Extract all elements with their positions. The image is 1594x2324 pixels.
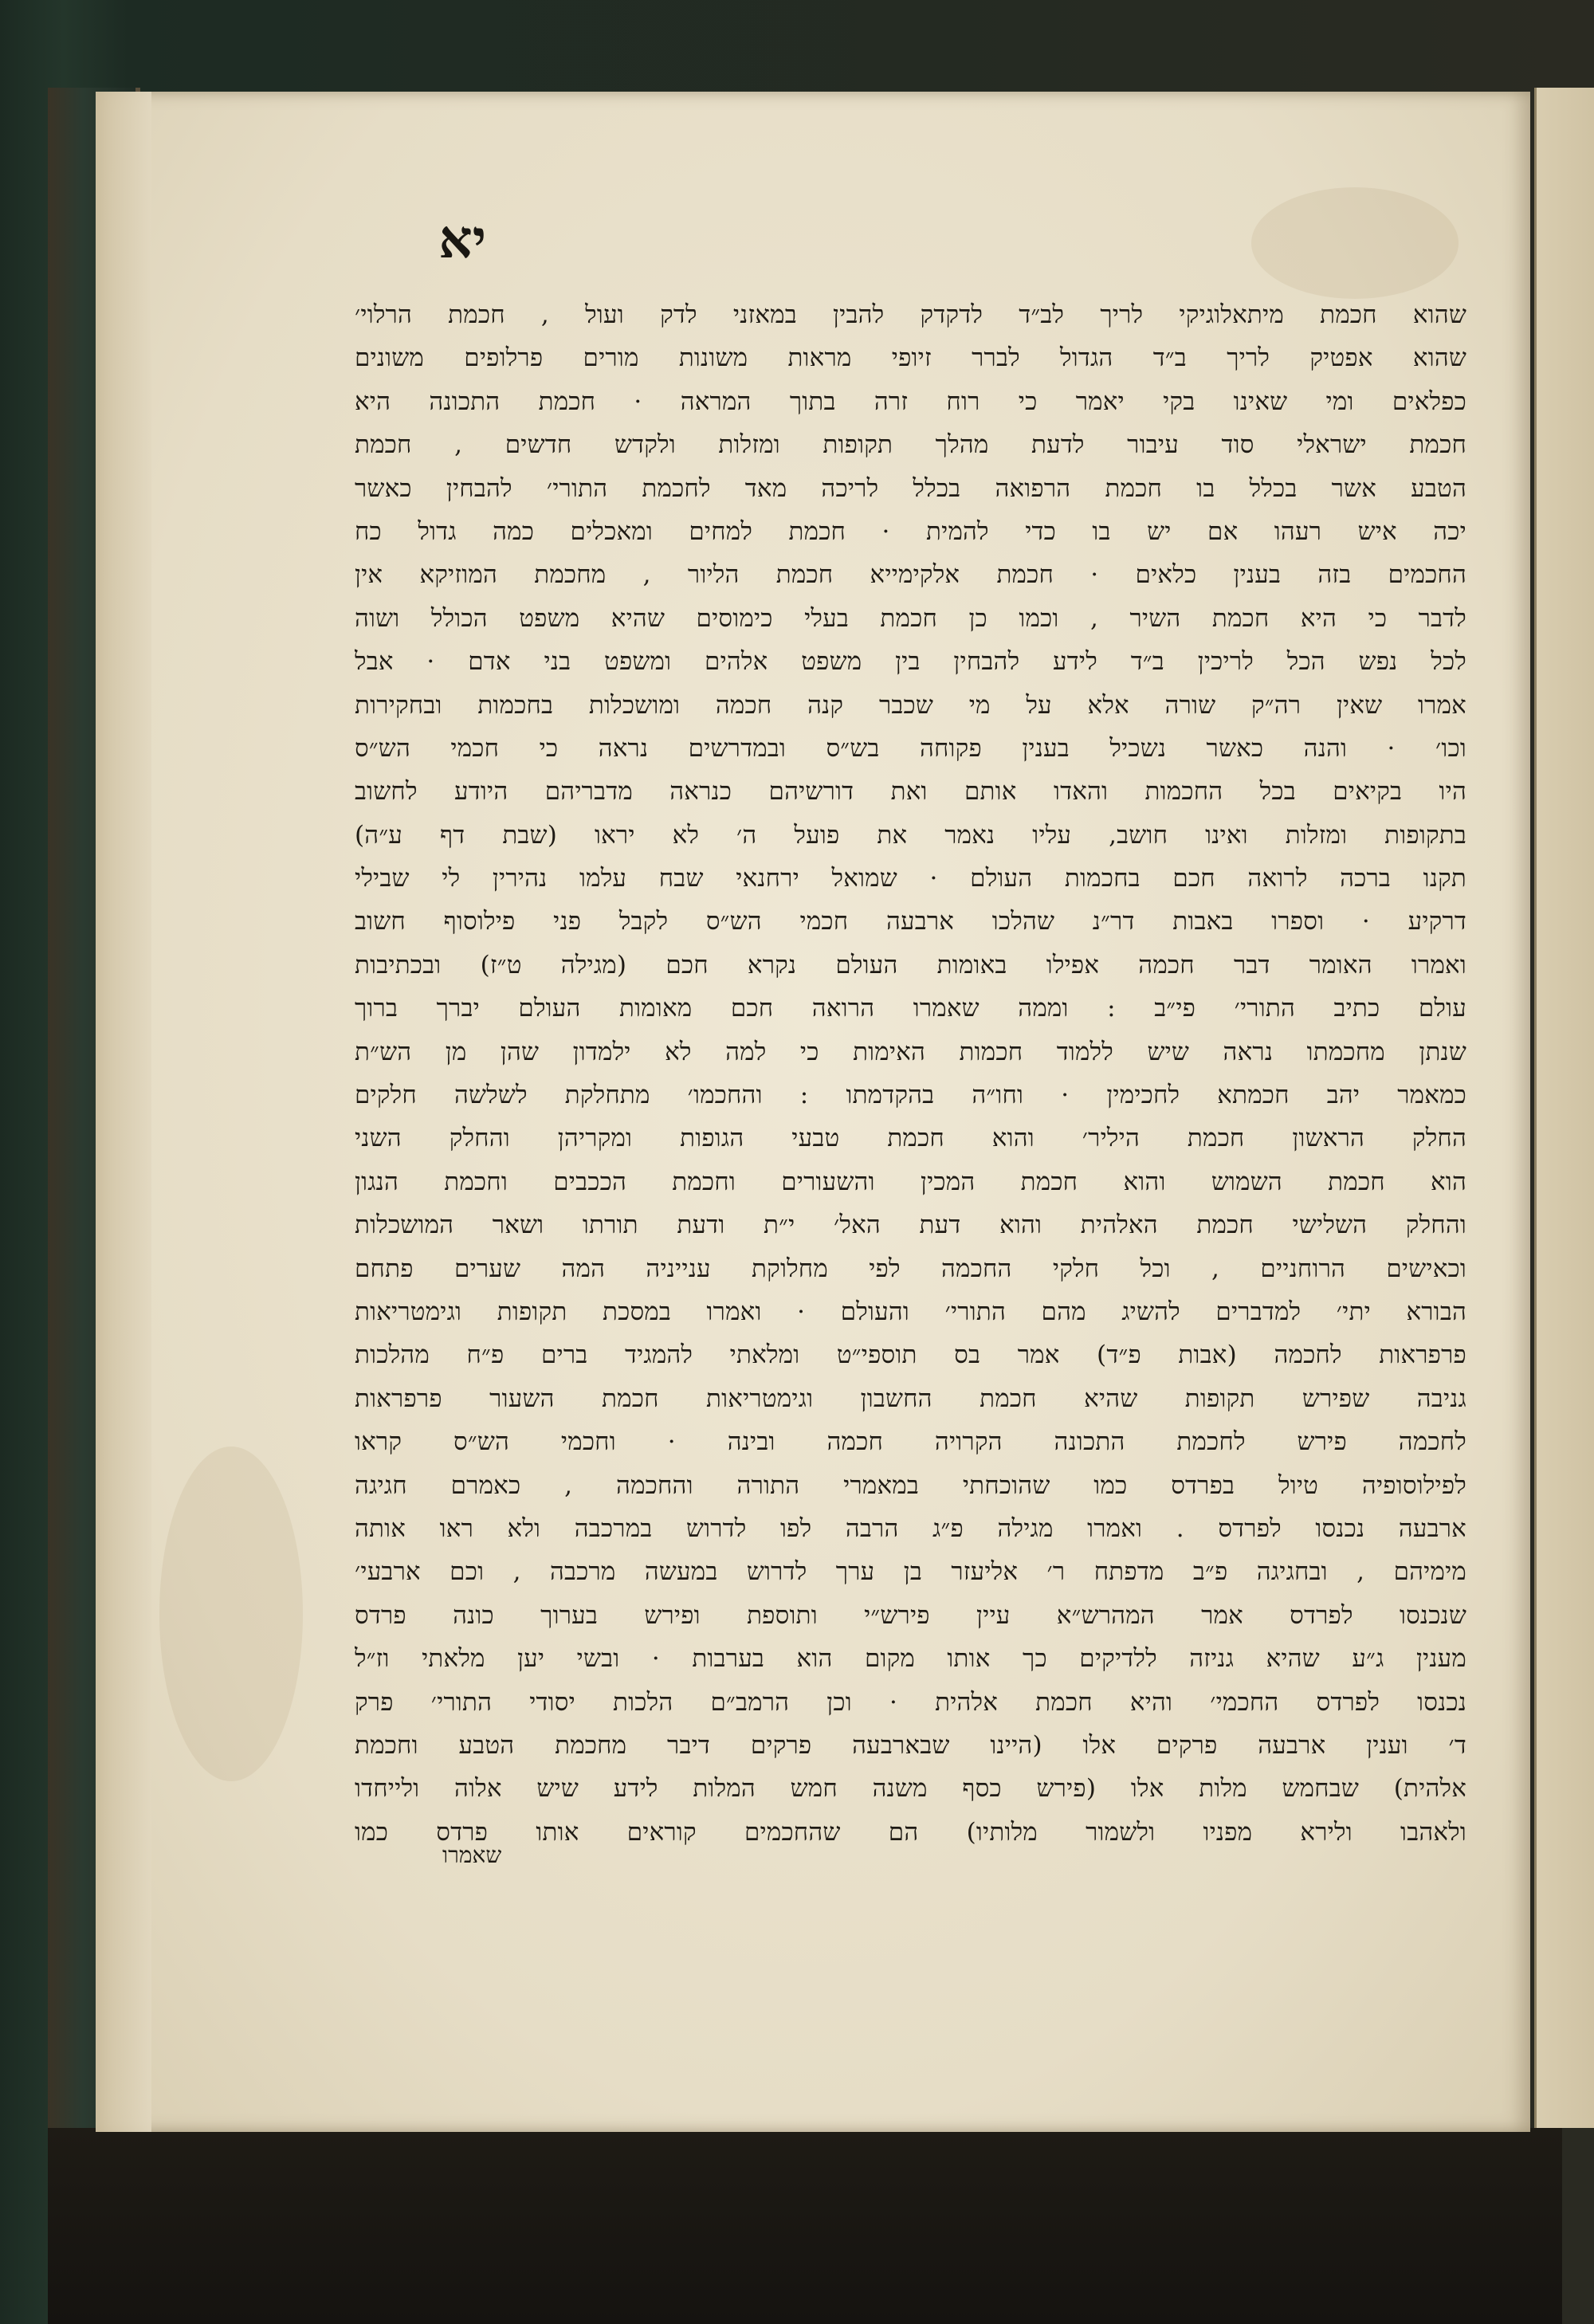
text-line: יכה איש רעהו אם יש בו כדי להמית · חכמת למחים ומאכלים כמה גדול כח — [355, 516, 1466, 546]
text-line: החכמים בזה בענין כלאים · חכמת אלקימייא חכמת הליור , מחכמת המוזיקא אין — [355, 560, 1466, 590]
catchword: שאמרו — [442, 1842, 502, 1868]
paper-stain — [159, 1447, 303, 1781]
text-line: עולם כתיב התורי׳ פי״ב : וממה שאמרו הרואה חכם מאומות העולם יברך ברוך — [355, 994, 1466, 1023]
text-line: חכמת ישראלי סוד עיבור לדעת מהלך תקופות ומזלות ולקדש חדשים , חכמת — [355, 430, 1466, 460]
text-line: היו בקיאים בכל החכמות והאדו אותם ואת דורשיהם כנראה מדבריהם היודע לחשוב — [355, 777, 1466, 807]
text-line: וכאישים הרוחניים , וכל חלקי החכמה לפי מחלוקת ענייניה המה שערים פתחם — [355, 1254, 1466, 1283]
text-line: לחכמה פירש לחכמת התכונה הקרויה חכמה ובינה · וחכמי הש״ס קראו — [355, 1427, 1466, 1457]
text-line: שהוא אפטיק לריך ב״ד הגדול לברר זיופי מראות משונות מורים פרלופים משונים — [355, 343, 1466, 373]
text-line: וכו׳ · והנה כאשר נשכיל בענין פקוחה בש״ס ובמדרשים נראה כי חכמי הש״ס — [355, 733, 1466, 763]
text-line: אמרו שאין רה״ק שורה אלא על מי שכבר קנה חכמה ומושכלות בחכמות ובחקירות — [355, 690, 1466, 720]
text-line: מימיהם , ובחגיגה פ״ב מדפתח ר׳ אליעזר בן ערך לדרוש במעשה מרכבה , וכם ארבעי׳ — [355, 1557, 1466, 1587]
text-line: ארבעה נכנסו לפרדס . ואמרו מגילה פ״ג הרבה לפו לדרוש במרכבה ולא ראו אותה — [355, 1513, 1466, 1543]
text-line: גניבה שפירש תקופות שהיא חכמת החשבון וגימטריאות חכמת השעור פרפראות — [355, 1384, 1466, 1413]
text-line: מענין ג״ע שהיא גניזה ללדיקים כך אותו מקום הוא בערבות · ובשי יען מלאתי וז״ל — [355, 1644, 1466, 1674]
text-line: הוא חכמת השמוש והוא חכמת המכין והשעורים וחכמת הככבים וחכמת הנגון — [355, 1167, 1466, 1196]
text-line: כמאמר יהב חכמתא לחכימין · וחו״ה בהקדמתו : והחכמו׳ מתחלקת לשלשה חלקים — [355, 1081, 1466, 1110]
text-line: שנכנסו לפרדס אמר המהרש״א עיין פירש״י ותוספת ופירש בערוך כונה פרדס — [355, 1600, 1466, 1630]
text-line: כפלאים ומי שאינו בקי יאמר כי רוח זרה בתוך המראה · חכמת התכונה היא — [355, 387, 1466, 416]
text-line: ד׳ וענין ארבעה פרקים אלו (היינו שבארבעה פרקים דיבר מחכמת הטבע וחכמת — [355, 1730, 1466, 1760]
text-line: החלק הראשון חכמת היליר׳ והוא חכמת טבעי הגופות ומקריהן והחלק השני — [355, 1124, 1466, 1153]
text-line: אלהית) שבחמש מלות אלו (פירש כסף משנה חמש המלות לידע שיש אלוה ולייחדו — [355, 1774, 1466, 1804]
page-number: יא — [438, 208, 486, 270]
text-line: דרקיע · וספרו באבות דר״נ שהלכו ארבעה חכמי הש״ס לקבל פני פילוסוף חשוב — [355, 907, 1466, 936]
text-line: בתקופות ומזלות ואינו חושב, עליו נאמר את פועל ה׳ לא יראו (שבת דף ע״ה) — [355, 820, 1466, 850]
page-fold-edge — [96, 92, 151, 2132]
text-line: שנתן מחכמתו נראה שיש ללמוד חכמות האימות כי למה לא ילמדון שהן מן הש״ת — [355, 1037, 1466, 1066]
text-line: פרפראות לחכמה (אבות פ״ד) אמר בס תוספי״ט ומלאתי להמגיד ברים פ״ח מהלכות — [355, 1341, 1466, 1370]
text-line: ואמרו האומר דבר חכמה אפילו באומות העולם נקרא חכם (מגילה ט״ז) ובכתיבות — [355, 950, 1466, 979]
text-line: הטבע אשר בכלל בו חכמת הרפואה בכלל לריכה מאד לחכמת התורי׳ להבחין כאשר — [355, 473, 1466, 503]
text-line: תקנו ברכה לרואה חכם בחכמות העולם · שמואל ירחנאי שבח עלמו נהירין לי שבילי — [355, 864, 1466, 893]
text-line: לדבר כי היא חכמת השיר , וכמו כן חכמת בעלי כימוסים שהיא משפט הכולל ושוה — [355, 603, 1466, 633]
next-page-edge — [1534, 88, 1594, 2128]
paper-stain — [1251, 187, 1459, 299]
book-cover-bottom — [48, 2128, 1562, 2324]
text-line: לכל נפש הכל לריכין ב״ד לידע להבחין בין משפט אלהים ומשפט בני אדם · אבל — [355, 647, 1466, 677]
text-line: והחלק השלישי חכמת האלהית והוא דעת האל׳ י״ת ודעת תורתו ושאר המושכלות — [355, 1211, 1466, 1240]
text-line: לפילוסופיה טיול בפרדס כמו שהוכחתי במאמרי התורה והחכמה , כאמרם חגיגה — [355, 1470, 1466, 1500]
text-line: נכנסו לפרדס החכמי׳ והיא חכמת אלהית · וכן הרמב״ם הלכות יסודי התורי׳ פרק — [355, 1687, 1466, 1717]
body-text — [355, 293, 1466, 1854]
text-line: ולאהבו ולירא מפניו ולשמור מלותיו) הם שהחכמים קוראים אותו פרדס כמו — [355, 1817, 1466, 1847]
text-line: שהוא חכמת מיתאלוגיקי לריך לב״ד לדקדק להבין במאזני לדק ועול , חכמת הרלוי׳ — [355, 300, 1466, 329]
text-line: הבורא יתי׳ למדברים להשיג מהם התורי׳ והעולם · ואמרו במסכת תקופות וגימטריאות — [355, 1297, 1466, 1326]
